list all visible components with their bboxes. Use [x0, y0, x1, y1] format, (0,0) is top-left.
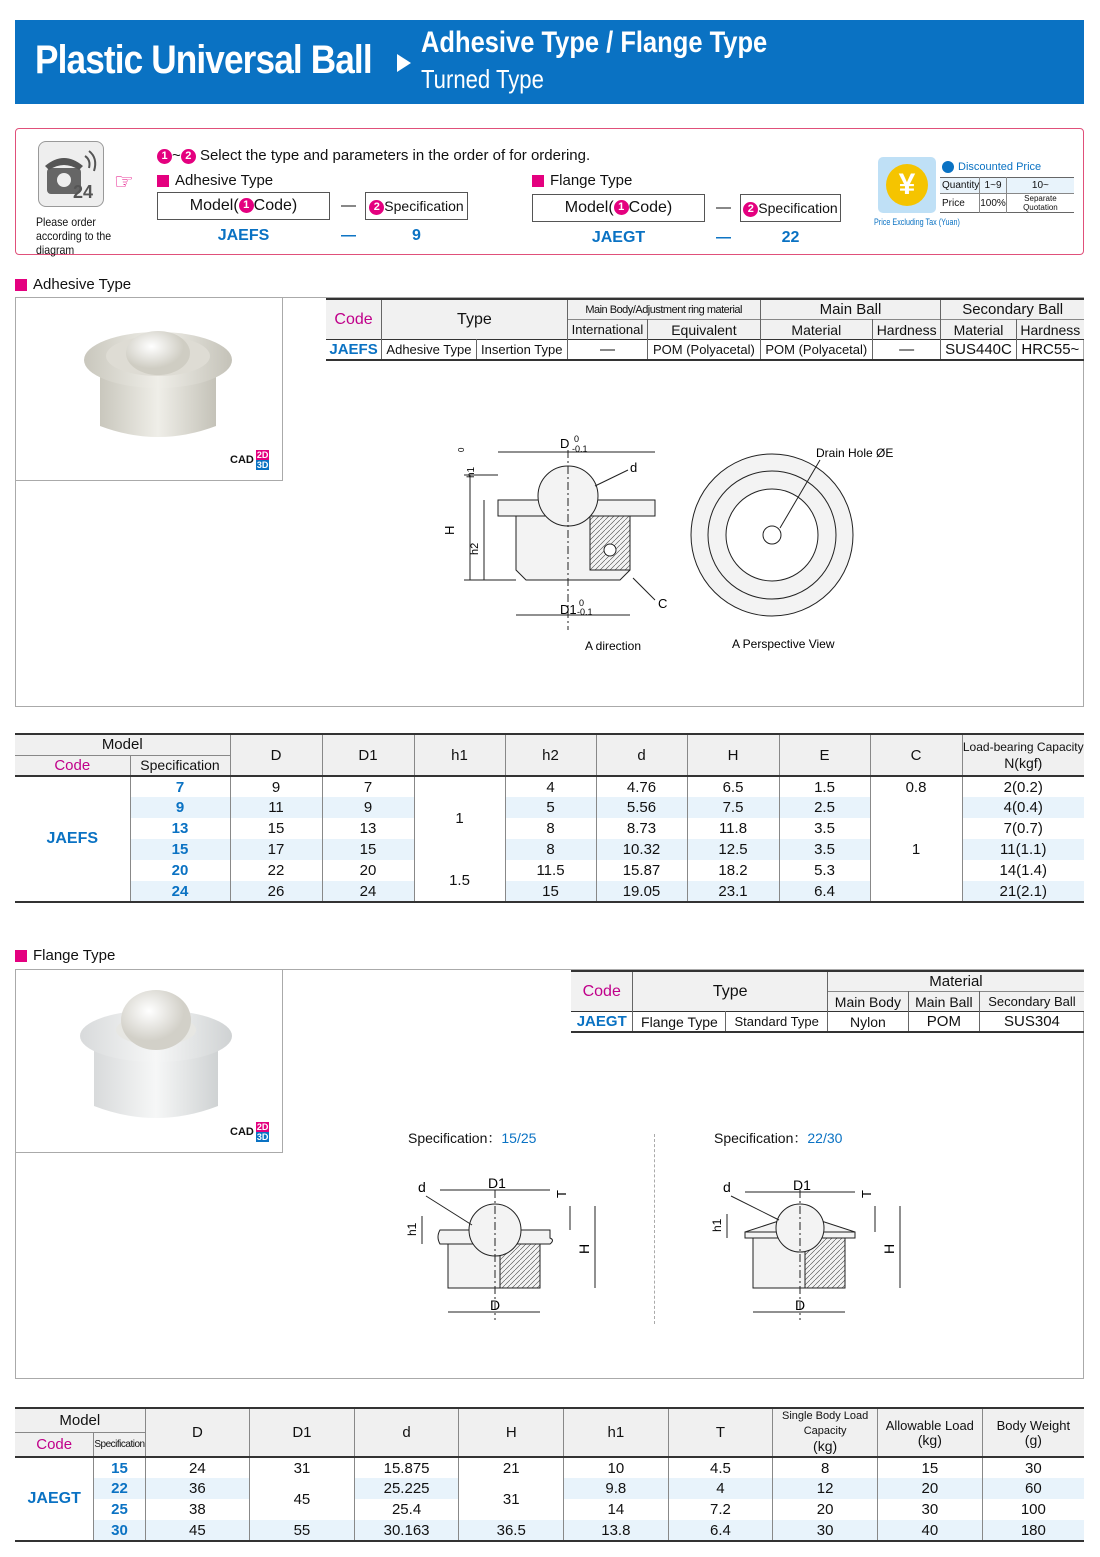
- spec-15-25-label: Specification：15/25: [408, 1130, 537, 1146]
- table-row: 24 26 24 15 19.05 23.1 6.4 21(2.1): [15, 881, 1084, 902]
- svg-text:h1: h1: [405, 1222, 419, 1236]
- flange-data-table: Model D D1 d H h1 T Single Body Load Capacity (kg) Allowable Load (kg) Body Weight (g) Code Specification JAEGT 15 24 31 15.875 21 10 4.5 8 15 30 22 36 45 25.225 31 9.8 4 12 20 60 25 38 25.4 14 7.2 20 30 100 30 45 55 30.163 36.5 13.8 6.4 30 40 180: [15, 1407, 1084, 1542]
- order-instruction: Select the type and parameters in the order of for ordering.: [199, 147, 591, 164]
- svg-text:d: d: [418, 1179, 426, 1195]
- yen-price-icon: ¥: [878, 157, 936, 213]
- svg-text:0: 0: [457, 447, 466, 452]
- flange-model-box: Model( 1 Code): [532, 194, 705, 222]
- adhesive-data-table: Model D D1 h1 h2 d H E C Load-bearing Capacity N(kgf) Code Specification JAEFS 7 9 7 1 4 4.76 6.5 1.5 0.8 2(0.2) 9 11 9 5 5.56 7.5 2.5 1 4(0.4) 13 15 13 8 8.73 11.8 3.5 7(0.7) 15 17 15 8 10.32 12.5 3.5 11(1.1) 20 22 20 1.5 11.5 15.87 18.2 5.3 14(1.4) 24 26 24 15 19.05 23.1 6.4 21(2.1): [15, 733, 1084, 903]
- dash: —: [341, 227, 356, 244]
- price-table: Quantity 1~9 10~ Price 100% Separate Quotation: [940, 177, 1074, 213]
- svg-text:D1: D1: [793, 1177, 811, 1193]
- svg-text:A Perspective View: A Perspective View: [732, 637, 835, 651]
- adhesive-section-label: Adhesive Type: [15, 276, 131, 293]
- order-guide-box: [15, 128, 1084, 255]
- svg-text:h1: h1: [710, 1218, 724, 1232]
- order-note: Please order according to the diagram: [36, 215, 112, 257]
- discount-title: Discounted Price: [942, 161, 1041, 173]
- svg-text:H: H: [442, 525, 457, 535]
- adhesive-model-box: Model( 1 Code): [157, 192, 330, 220]
- section-marker-icon: [157, 175, 169, 187]
- svg-text:Drain Hole ØE: Drain Hole ØE: [816, 446, 894, 460]
- dim-D: D: [560, 436, 570, 451]
- table-row: JAEFS 7 9 7 1 4 4.76 6.5 1.5 0.8 2(0.2): [15, 776, 1084, 797]
- svg-text:T: T: [859, 1190, 874, 1198]
- table-row: 25 38 25.4 14 7.2 20 30 100: [15, 1499, 1084, 1520]
- table-row: 22 36 45 25.225 31 9.8 4 12 20 60: [15, 1478, 1084, 1499]
- flange-spec-box: 2 Specification: [740, 194, 841, 222]
- svg-text:D1: D1: [560, 602, 577, 617]
- flange-spec-table: Code Type Material Main Body Main Ball Secondary Ball JAEGT Flange Type Standard Type Nylon POM SUS304: [571, 970, 1084, 1033]
- svg-text:0: 0: [579, 598, 585, 608]
- flange-spec-example: 22: [781, 229, 800, 246]
- flange-code-example: JAEGT: [591, 229, 646, 246]
- table-row: 13 15 13 8 8.73 11.8 3.5 7(0.7): [15, 818, 1084, 839]
- svg-text:-0.1: -0.1: [577, 607, 593, 617]
- svg-text:-0.1: -0.1: [572, 444, 588, 454]
- section-marker-icon: [15, 279, 27, 291]
- svg-text:C: C: [658, 596, 668, 611]
- svg-text:H: H: [881, 1243, 897, 1254]
- svg-text:24: 24: [73, 182, 94, 202]
- svg-text:T: T: [554, 1190, 569, 1198]
- flange-order-label: Flange Type: [532, 172, 632, 189]
- svg-text:h2: h2: [469, 542, 481, 555]
- page-subtitle-2: Turned Type: [421, 64, 544, 94]
- section-marker-icon: [15, 950, 27, 962]
- cad-badge: CAD 2D 3D: [230, 1122, 269, 1142]
- table-row: 9 11 9 5 5.56 7.5 2.5 1 4(0.4): [15, 797, 1084, 818]
- svg-text:D: D: [795, 1297, 806, 1313]
- page-subtitle: Adhesive Type / Flange Type: [421, 26, 768, 59]
- title-arrow-icon: [397, 54, 411, 72]
- flange-section-label: Flange Type: [15, 947, 115, 964]
- step-1-badge: 1: [157, 149, 172, 164]
- table-row: 30 45 55 30.163 36.5 13.8 6.4 30 40 180: [15, 1520, 1084, 1541]
- svg-text:D1: D1: [488, 1175, 506, 1191]
- section-marker-icon: [532, 175, 544, 187]
- svg-text:d: d: [723, 1179, 731, 1195]
- adhesive-technical-drawing: [440, 430, 900, 660]
- svg-text:h1: h1: [466, 466, 477, 478]
- adhesive-code-example: JAEFS: [217, 227, 270, 244]
- adhesive-spec-box: 2 Specification: [365, 192, 468, 220]
- adhesive-spec-table: Code Type Main Body/Adjustment ring material Main Ball Secondary Ball International Equivalent Material Hardness Material Hardness JAEFS Adhesive Type Insertion Type — POM (Polyacetal) POM (Polyacetal) — SUS440C HRC55~: [326, 298, 1084, 361]
- pointing-hand-icon: ☞: [114, 169, 134, 194]
- adhesive-order-label: Adhesive Type: [157, 172, 273, 189]
- step-2-badge: 2: [181, 149, 196, 164]
- order-instruction-line: [157, 147, 590, 164]
- flange-drawing-22-30: [705, 1170, 925, 1330]
- table-row: 20 22 20 1.5 11.5 15.87 18.2 5.3 14(1.4): [15, 860, 1084, 881]
- range-separator: ~: [172, 147, 181, 164]
- discount-dot-icon: [942, 161, 954, 173]
- drawing-divider: [654, 1134, 655, 1324]
- table-row: JAEGT 15 24 31 15.875 21 10 4.5 8 15 30: [15, 1457, 1084, 1478]
- dash: —: [716, 229, 731, 246]
- page-header: [15, 20, 1084, 104]
- svg-text:A direction: A direction: [585, 639, 642, 653]
- svg-text:H: H: [576, 1243, 592, 1254]
- flange-product-photo: [15, 969, 283, 1153]
- phone-24-icon: [38, 141, 104, 207]
- table-row: 15 17 15 8 10.32 12.5 3.5 11(1.1): [15, 839, 1084, 860]
- page-title: Plastic Universal Ball: [35, 38, 372, 82]
- dash: —: [341, 197, 356, 214]
- spec-22-30-label: Specification：22/30: [714, 1130, 843, 1146]
- svg-text:d: d: [630, 460, 638, 475]
- svg-text:0: 0: [574, 434, 580, 444]
- dash: —: [716, 199, 731, 216]
- tax-note: Price Excluding Tax (Yuan): [874, 217, 960, 227]
- flange-drawing-15-25: [400, 1170, 620, 1330]
- adhesive-spec-example: 9: [412, 227, 421, 244]
- svg-text:D: D: [490, 1297, 501, 1313]
- cad-badge: CAD 2D 3D: [230, 450, 269, 470]
- adhesive-product-photo: [15, 297, 283, 481]
